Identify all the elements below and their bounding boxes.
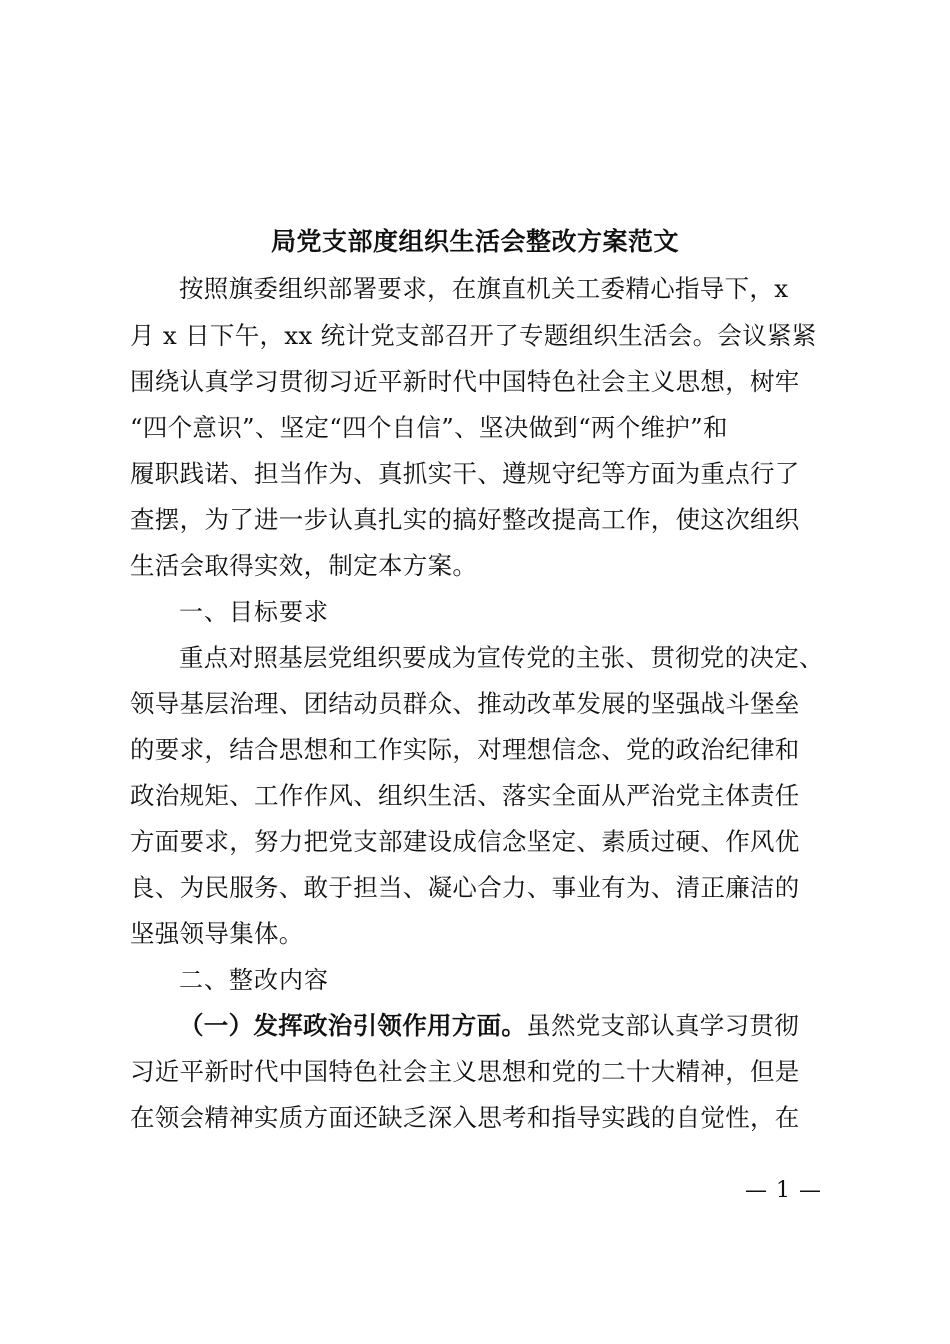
section1-line-1: 重点对照基层党组织要成为宣传党的主张、贯彻党的决定、	[179, 643, 824, 672]
intro-line-4: “四个意识”、坚定“四个自信”、坚决做到“两个维护”和	[130, 413, 728, 442]
section1-line-3: 的要求，结合思想和工作实际，对理想信念、党的政治纪律和	[130, 735, 800, 764]
section-heading-rectification: 二、整改内容	[179, 966, 329, 994]
document-title: 局党支部度组织生活会整改方案范文	[270, 227, 679, 256]
intro-line-7: 生活会取得实效，制定本方案。	[130, 551, 478, 580]
section1-line-7: 坚强领导集体。	[130, 919, 304, 948]
item1-first-rest: 虽然党支部认真学习贯彻	[526, 1011, 800, 1040]
section1-line-5: 方面要求，努力把党支部建设成信念坚定、素质过硬、作风优	[130, 827, 800, 856]
intro-line-5: 履职践诺、担当作为、真抓实干、遵规守纪等方面为重点行了	[130, 459, 800, 488]
section1-line-4: 政治规矩、工作作风、组织生活、落实全面从严治党主体责任	[130, 781, 800, 810]
section1-line-2: 领导基层治理、团结动员群众、推动改革发展的坚强战斗堡垒	[130, 689, 800, 718]
item1-lead: （一）发挥政治引领作用方面。	[179, 1011, 527, 1040]
intro-line-1: 按照旗委组织部署要求，在旗直机关工委精心指导下，x	[179, 274, 789, 303]
intro-line-2: 月 x 日下午，xx 统计党支部召开了专题组织生活会。会议紧紧	[130, 321, 817, 350]
item1-line-3: 在领会精神实质方面还缺乏深入思考和指导实践的自觉性，在	[130, 1103, 800, 1132]
intro-line-3: 围绕认真学习贯彻习近平新时代中国特色社会主义思想，树牢	[130, 367, 800, 396]
item1-line-2: 习近平新时代中国特色社会主义思想和党的二十大精神，但是	[130, 1057, 800, 1086]
item1-line-1	[179, 1009, 799, 1043]
page-number: — 1 —	[745, 1178, 822, 1203]
intro-line-6: 查摆，为了进一步认真扎实的搞好整改提高工作，使这次组织	[130, 505, 800, 534]
section-heading-goals: 一、目标要求	[179, 598, 329, 626]
section1-line-6: 良、为民服务、敢于担当、凝心合力、事业有为、清正廉洁的	[130, 873, 800, 902]
